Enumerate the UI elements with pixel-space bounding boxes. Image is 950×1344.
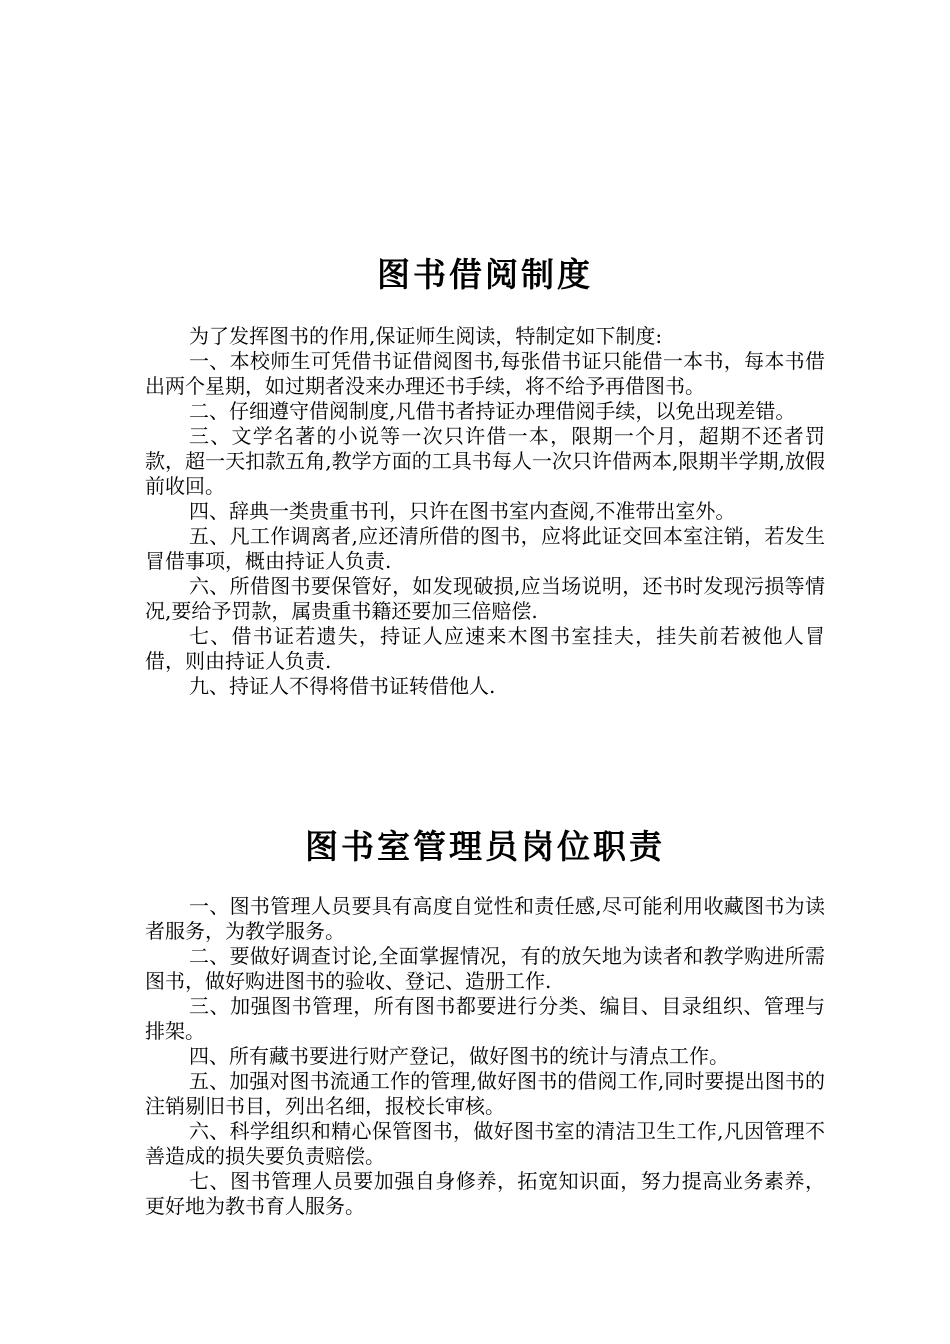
intro-paragraph: 为了发挥图书的作用,保证师生阅读，特制定如下制度: [189,324,663,348]
duty-paragraph: 六、科学组织和精心保管图书，做好图书室的清洁卫生工作,凡因管理不善造成的损失要负责赔偿。 [145,1119,825,1168]
rule-paragraph: 四、辞典一类贵重书刊，只许在图书室内查阅,不准带出室外。 [189,499,736,523]
section-title: 图书室管理员岗位职责 [305,827,665,866]
duty-paragraph: 七、图书管理人员要加强自身修养，拓宽知识面，努力提高业务素养，更好地为教书育人服务。 [145,1169,825,1218]
librarian-duties-section [145,824,825,1219]
rule-paragraph: 六、所借图书要保管好，如发现破损,应当场说明，还书时发现污损等情况,要给予罚款，属贵重书籍还要加三倍赔偿. [145,574,825,623]
rule-paragraph: 一、本校师生可凭借书证借阅图书,每张借书证只能借一本书，每本书借出两个星期，如过期者没来办理还书手续，将不给予再借图书。 [145,349,825,398]
section-title: 图书借阅制度 [377,255,593,294]
duty-paragraph: 一、图书管理人员要具有高度自觉性和责任感,尽可能利用收藏图书为读者服务，为教学服务。 [145,894,825,943]
duty-paragraph: 二、要做好调查讨论,全面掌握情况，有的放矢地为读者和教学购进所需图书，做好购进图书的验收、登记、造册工作. [145,944,825,993]
rule-paragraph: 九、持证人不得将借书证转借他人. [189,674,496,698]
duty-paragraph: 五、加强对图书流通工作的管理,做好图书的借阅工作,同时要提出图书的注销剔旧书目，列出名细，报校长审核。 [145,1069,825,1118]
rule-paragraph: 二、仔细遵守借阅制度,凡借书者持证办理借阅手续，以免出现差错。 [189,399,796,423]
duty-paragraph: 四、所有藏书要进行财产登记，做好图书的统计与清点工作。 [189,1044,729,1068]
borrowing-rules-section [145,252,825,699]
rule-paragraph: 五、凡工作调离者,应还清所借的图书，应将此证交回本室注销，若发生冒借事项，概由持证人负责. [145,524,825,573]
duty-paragraph: 三、加强图书管理，所有图书都要进行分类、编目、目录组织、管理与排架。 [145,994,825,1043]
rule-paragraph: 三、文学名著的小说等一次只许借一本，限期一个月，超期不还者罚款，超一天扣款五角,教学方面的工具书每人一次只许借两本,限期半学期,放假前收回。 [145,424,825,498]
rule-paragraph: 七、借书证若遗失，持证人应速来木图书室挂夫，挂失前若被他人冒借，则由持证人负责. [145,624,825,673]
